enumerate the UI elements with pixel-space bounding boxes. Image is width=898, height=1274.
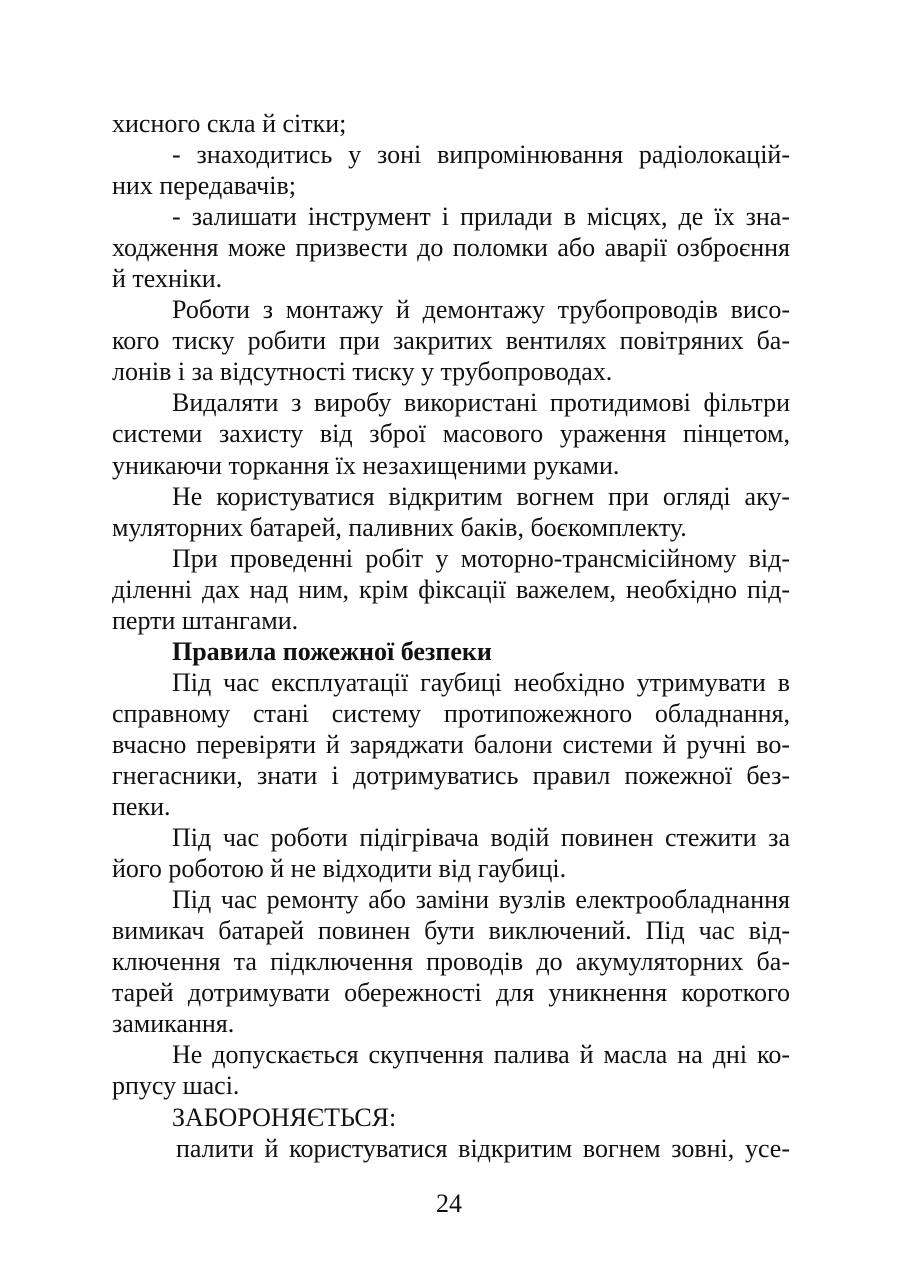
text-line: кого тиску робити при закритих вентилях повітряних ба- xyxy=(112,326,790,356)
text-line: ходження може призвести до поломки або аварії озброєння xyxy=(112,233,790,263)
text-line: справному стані систему протипожежного обладнання, xyxy=(112,698,790,728)
text-line: вимикач батарей повинен бути виключений. Під час від- xyxy=(112,916,790,946)
section-heading: Правила пожежної безпеки xyxy=(172,636,492,666)
text-line: Не користуватися відкритим вогнем при огляді аку- xyxy=(172,481,790,511)
forbidden-label: ЗАБОРОНЯЄТЬСЯ: xyxy=(172,1102,397,1132)
text-line: Видаляти з виробу використані протидимові фільтри xyxy=(172,388,790,418)
text-line: гнегасники, знати і дотримуватись правил пожежної без- xyxy=(112,760,790,790)
text-line: - знаходитись у зоні випромінювання радіолокацій- xyxy=(172,140,790,170)
text-line: - залишати інструмент і прилади в місцях, де їх зна- xyxy=(172,202,790,232)
text-line: перти штангами. xyxy=(112,605,299,635)
text-line: лонів і за відсутності тиску у трубопроводах. xyxy=(112,357,613,387)
text-line: вчасно перевіряти й заряджати балони системи й ручні во- xyxy=(112,729,790,759)
text-line: Не допускається скупчення палива й масла на дні ко- xyxy=(172,1040,790,1070)
text-line: й техніки. xyxy=(112,264,223,294)
page-body xyxy=(112,108,790,1164)
text-line: уникаючи торкання їх незахищеними руками. xyxy=(112,450,620,480)
text-line: Під час роботи підігрівача водій повинен стежити за xyxy=(172,823,790,853)
text-line: тарей дотримувати обережності для уникнення короткого xyxy=(112,978,790,1008)
text-line: палити й користуватися відкритим вогнем зовні, усе- xyxy=(176,1133,790,1163)
text-line: муляторних батарей, паливних баків, боєкомплекту. xyxy=(112,512,687,542)
text-line: При проведенні робіт у моторно-трансмісійному від- xyxy=(172,543,790,573)
text-line: хисного скла й сітки; xyxy=(112,109,347,138)
text-line: пеки. xyxy=(112,792,171,822)
text-line: замикання. xyxy=(112,1009,235,1039)
text-line: рпусу шасі. xyxy=(112,1071,240,1101)
text-line: Роботи з монтажу й демонтажу трубопроводів висо- xyxy=(172,295,790,325)
text-line: них передавачів; xyxy=(112,171,296,201)
text-line: Під час ремонту або заміни вузлів електрообладнання xyxy=(172,885,790,915)
text-line: Під час експлуатації гаубиці необхідно утримувати в xyxy=(172,667,790,697)
text-line: діленні дах над ним, крім фіксації важелем, необхідно під- xyxy=(112,574,790,604)
text-line: ключення та підключення проводів до акумуляторних ба- xyxy=(112,947,790,977)
text-line: системи захисту від зброї масового ураження пінцетом, xyxy=(112,419,790,449)
text-line: його роботою й не відходити від гаубиці. xyxy=(112,854,567,884)
page-number: 24 xyxy=(436,1189,462,1218)
